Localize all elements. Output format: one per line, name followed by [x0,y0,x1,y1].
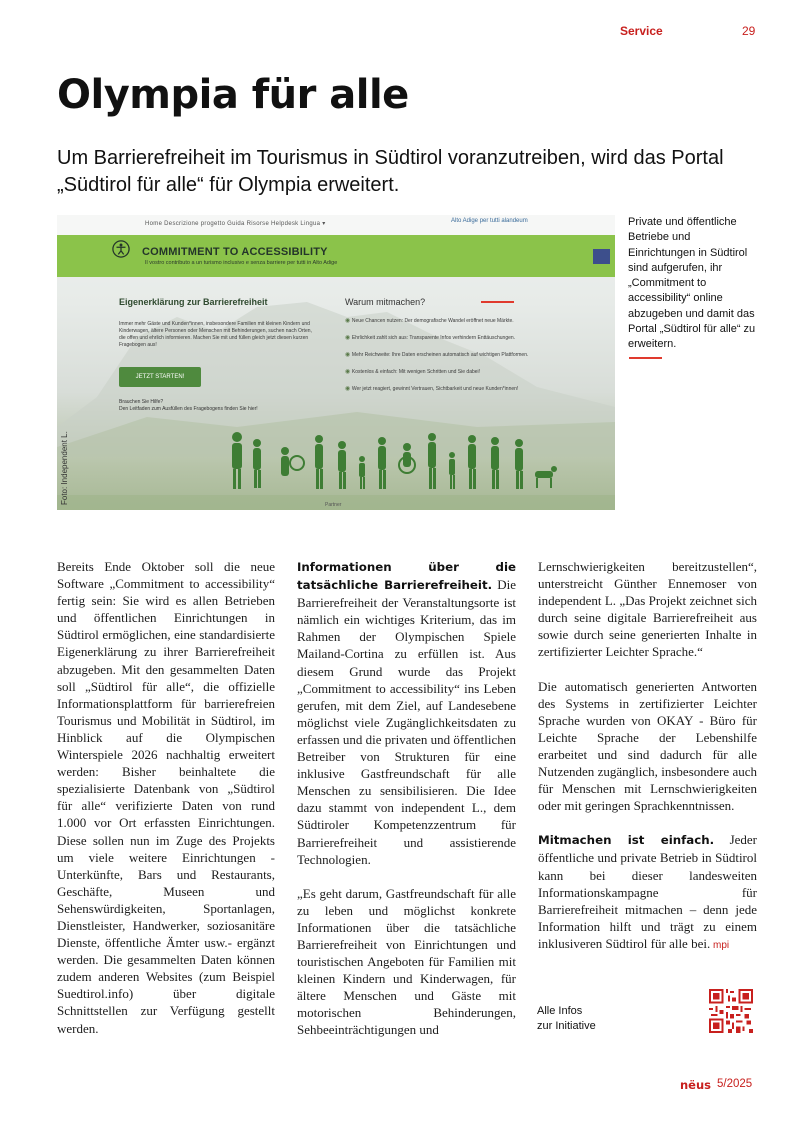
subheading: Mitmachen ist einfach. [538,833,715,848]
body-paragraph: Lernschwierigkeiten bereitzustellen“, unterstreicht Günther Ennemoser von independent L. „Das Projekt zeichnet sich durch seine digitale Barrierefreiheit aus sowie durch seine generierten Inhalte in zertifizierter Leichter Sprache.“ [538,559,757,660]
article-photo [57,215,615,510]
accessibility-icon [112,240,130,258]
body-paragraph [538,831,757,954]
figure-list-item: ◉ Ehrlichkeit zahlt sich aus: Transparente Infos verhindern Enttäuschungen. [345,334,585,351]
figure-left-text: Immer mehr Gäste und Kunden*innen, insbesondere Familien mit kleinen Kindern und Kinderwagen, ältere Personen oder Menschen mit Behinderungen, suchen nach Orten, die offen und ehrlich informieren. Machen Sie mit und füllen gleich jetzt diesen kurzen Fragebogen aus! [119,321,312,348]
author-signature: mpi [710,939,730,951]
figure-help-line2: Den Leitfaden zum Ausfüllen des Fragebogens finden Sie hier! [119,406,258,412]
magazine-name: nëus [680,1078,712,1092]
body-paragraph: Die automatisch generierten Antworten des Systems in zertifizierter Leichter Sprache wurden von OKAY - Büro für Leichte Sprache der Lebenshilfe erarbeitet und sind dadurch für alle Nutzenden zugänglich, insbesondere auch für Menschen mit Lernschwierigkeiten oder mit geringen Sprachkenntnissen. [538,678,757,814]
figure-accent-line [481,301,514,303]
body-column-1 [57,558,275,1037]
figure-nav-text: Home Descrizione progetto Guida Risorse Helpdesk Lingua ▾ [145,221,326,227]
figure-right-list [345,317,585,402]
photo-credit: Foto: Independent L. [60,431,69,505]
figure-list-item: ◉ Neue Chancen nutzen: Der demografische Wandel eröffnet neue Märkte. [345,317,585,334]
figure-left-title: Eigenerklärung zur Barrierefreiheit [119,297,268,307]
figure-list-item: ◉ Kostenlos & einfach: Mit wenigen Schritten und Sie dabei! [345,368,585,385]
page-number: 29 [742,24,756,38]
photo-caption: Private und öffentliche Betriebe und Einrichtungen in Südtirol sind aufgerufen, ihr „Commitment to accessibility“ online abzugeben und damit das Portal „Südtirol für alle“ zu erweitern. [628,216,756,351]
figure-green-band [57,235,615,277]
issue-number: 5/2025 [717,1078,753,1090]
figure-help-text [119,399,258,413]
info-box [537,1004,596,1034]
figure-band-title: COMMITMENT TO ACCESSIBILITY [142,246,328,258]
section-label: Service [620,24,663,38]
figure-footer-text: Partner [325,502,342,508]
body-text: Jeder öffentliche und private Betrieb in Südtirol kann bei dieser landesweiten Informationskampagne für Barrierefreiheit mitmachen – denn jede Information hilft und trägt zu einem inklusiveren Südtirol für alle bei. [538,832,757,951]
figure-band-subtitle: Il vostro contributo a un turismo inclusivo e senza barriere per tutti in Alto Adige [145,260,338,266]
body-column-2 [297,558,516,1039]
article-title: Olympia für alle [57,72,409,118]
info-line-2: zur Initiative [537,1020,596,1032]
subheading: Informationen über die tatsächliche Barrierefreiheit. [297,560,516,593]
body-paragraph [297,558,516,868]
body-column-3 [538,558,757,954]
article-lead: Um Barrierefreiheit im Tourismus in Südtirol voranzutreiben, wird das Portal „Südtirol für alle“ für Olympia erweitert. [57,147,724,196]
body-text: Die Barrierefreiheit der Veranstaltungsorte ist nämlich ein wichtiges Kriterium, das im Rahmen der Olympischen Spiele Mailand-Cortina zu erfüllen ist. Aus diesem Grund wurde das Projekt „Commitment to accessibility“ ins Leben gerufen, mit dem Ziel, auf Landesebene möglichst viele Zugänglichkeitsdaten zu erfassen und die privaten und öffentlichen Betreiber von Strukturen für eine inklusive Gastfreundschaft für alle Menschen zu sensibilisieren. Die Idee dazu stammt von independent L., dem Südtiroler Kompetenzzentrum für Barrierefreiheit und assistierende Technologien. [297,577,516,867]
figure-help-line1: Brauchen Sie Hilfe? [119,399,164,405]
body-paragraph: „Es geht darum, Gastfreundschaft für alle zu leben und möglichst konkrete Informationen über die tatsächliche Barrierefreiheit von Einrichtungen und touristischen Angeboten für Familien mit kleinen Kindern und Kinderwagen, für ältere Menschen und Gäste mit motorischen Behinderungen, Sehbeeinträchtigungen und [297,885,516,1038]
figure-logos: Alto Adige per tutti alandeum [451,218,528,224]
figure-nav-bar [57,215,615,235]
figure-start-button: JETZT STARTEN! [119,367,201,387]
body-paragraph: Bereits Ende Oktober soll die neue Software „Commitment to accessibility“ fertig sein: Sie wird es allen Betrieben und öffentlichen Einrichtungen in Südtirol ermöglichen, eine standardisierte Eigenerklärung zu ihrer Barrierefreiheit abzugeben. Mit den gesammelten Daten soll „Südtirol für alle“, die offizielle Informationsplattform für barrierefreien Tourismus und Mobilität in Südtirol, im Hinblick auf die Olympischen Winterspiele 2026 nachhaltig erweitert werden: Bisher beinhaltete die spezialisierte Datenbank von „Südtirol für alle“ verifizierte Daten von rund 1.000 vor Ort erfassten Einrichtungen. Diese sollen nun im Zuge des Projekts um viele weitere Einrichtungen - Unterkünfte, Bars und Restaurants, Geschäfte, Museen und Sehenswürdigkeiten, Sportanlagen, Dienstleister, Handwerker, soziosanitäre Dienste, öffentliche Ämter usw.- ergänzt werden. Die gesammelten Daten können zudem anderen Websites (zum Beispiel Suedtirol.info) über digitale Schnittstellen zur Verfügung gestellt werden. [57,559,275,1036]
figure-right-title: Warum mitmachen? [345,297,426,307]
caption-accent-line [629,357,662,359]
figure-list-item: ◉ Wer jetzt reagiert, gewinnt Vertrauen, Sichtbarkeit und neue Kunden*innen! [345,385,585,402]
info-line-1: Alle Infos [537,1005,583,1017]
qr-code-icon[interactable] [709,989,753,1033]
figure-badge-icon [593,249,610,264]
people-silhouettes [57,415,615,510]
figure-list-item: ◉ Mehr Reichweite: Ihre Daten erscheinen automatisch auf wichtigen Plattformen. [345,351,585,368]
